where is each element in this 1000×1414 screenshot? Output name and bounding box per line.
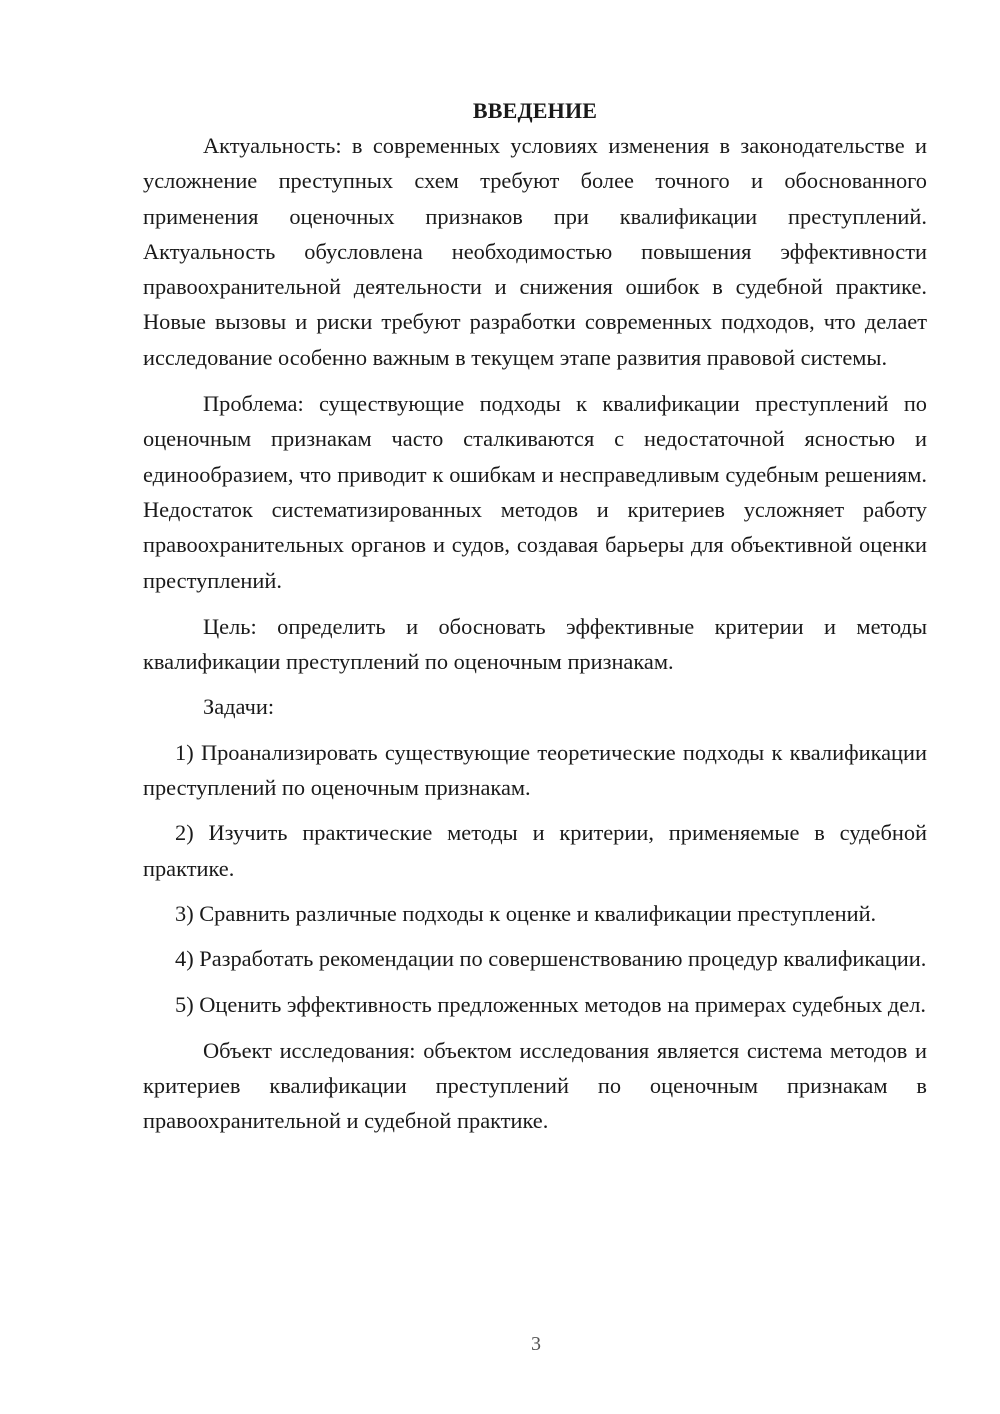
task-item-4: 4) Разработать рекомендации по совершенствованию процедур квалификации. (175, 946, 927, 972)
object-paragraph: Объект исследования: объектом исследования является система методов и критериев квалификации преступлений по оценочным признакам в правоохранительной и судебной практике. (143, 1037, 927, 1134)
tasks-heading: Задачи: (203, 694, 275, 720)
task-item-1: 1) Проанализировать существующие теоретические подходы к квалификации преступлений по оценочным признакам. (143, 739, 927, 801)
page-title: ВВЕДЕНИЕ (472, 98, 598, 123)
task-item-5: 5) Оценить эффективность предложенных методов на примерах судебных дел. (175, 991, 927, 1017)
tasks-list (143, 735, 927, 1022)
goal-paragraph: Цель: определить и обосновать эффективные критерии и методы квалификации преступлений по оценочным признакам. (143, 613, 927, 675)
relevance-paragraph: Актуальность: в современных условиях изменения в законодательстве и усложнение преступных схем требуют более точного и обоснованного применения оценочных признаков при квалификации преступлений. Актуальность обусловлена необходимостью повышения эффективности правоохранительной деятельности и снижения ошибок в судебной практике. Новые вызовы и риски требуют разработки современных подходов, что делает исследование особенно важным в текущем этапе развития правовой системы. (143, 133, 927, 370)
document-body (143, 93, 927, 1139)
page-number: 3 (531, 1333, 541, 1355)
task-item-3: 3) Сравнить различные подходы к оценке и квалификации преступлений. (175, 900, 877, 926)
task-item-2: 2) Изучить практические методы и критерии, применяемые в судебной практике. (143, 820, 927, 881)
problem-paragraph: Проблема: существующие подходы к квалификации преступлений по оценочным признакам часто сталкиваются с недостаточной ясностью и единообразием, что приводит к ошибкам и несправедливым судебным решениям. Недостаток систематизированных методов и критериев усложняет работу правоохранительных органов и судов, создавая барьеры для объективной оценки преступлений. (143, 391, 927, 593)
